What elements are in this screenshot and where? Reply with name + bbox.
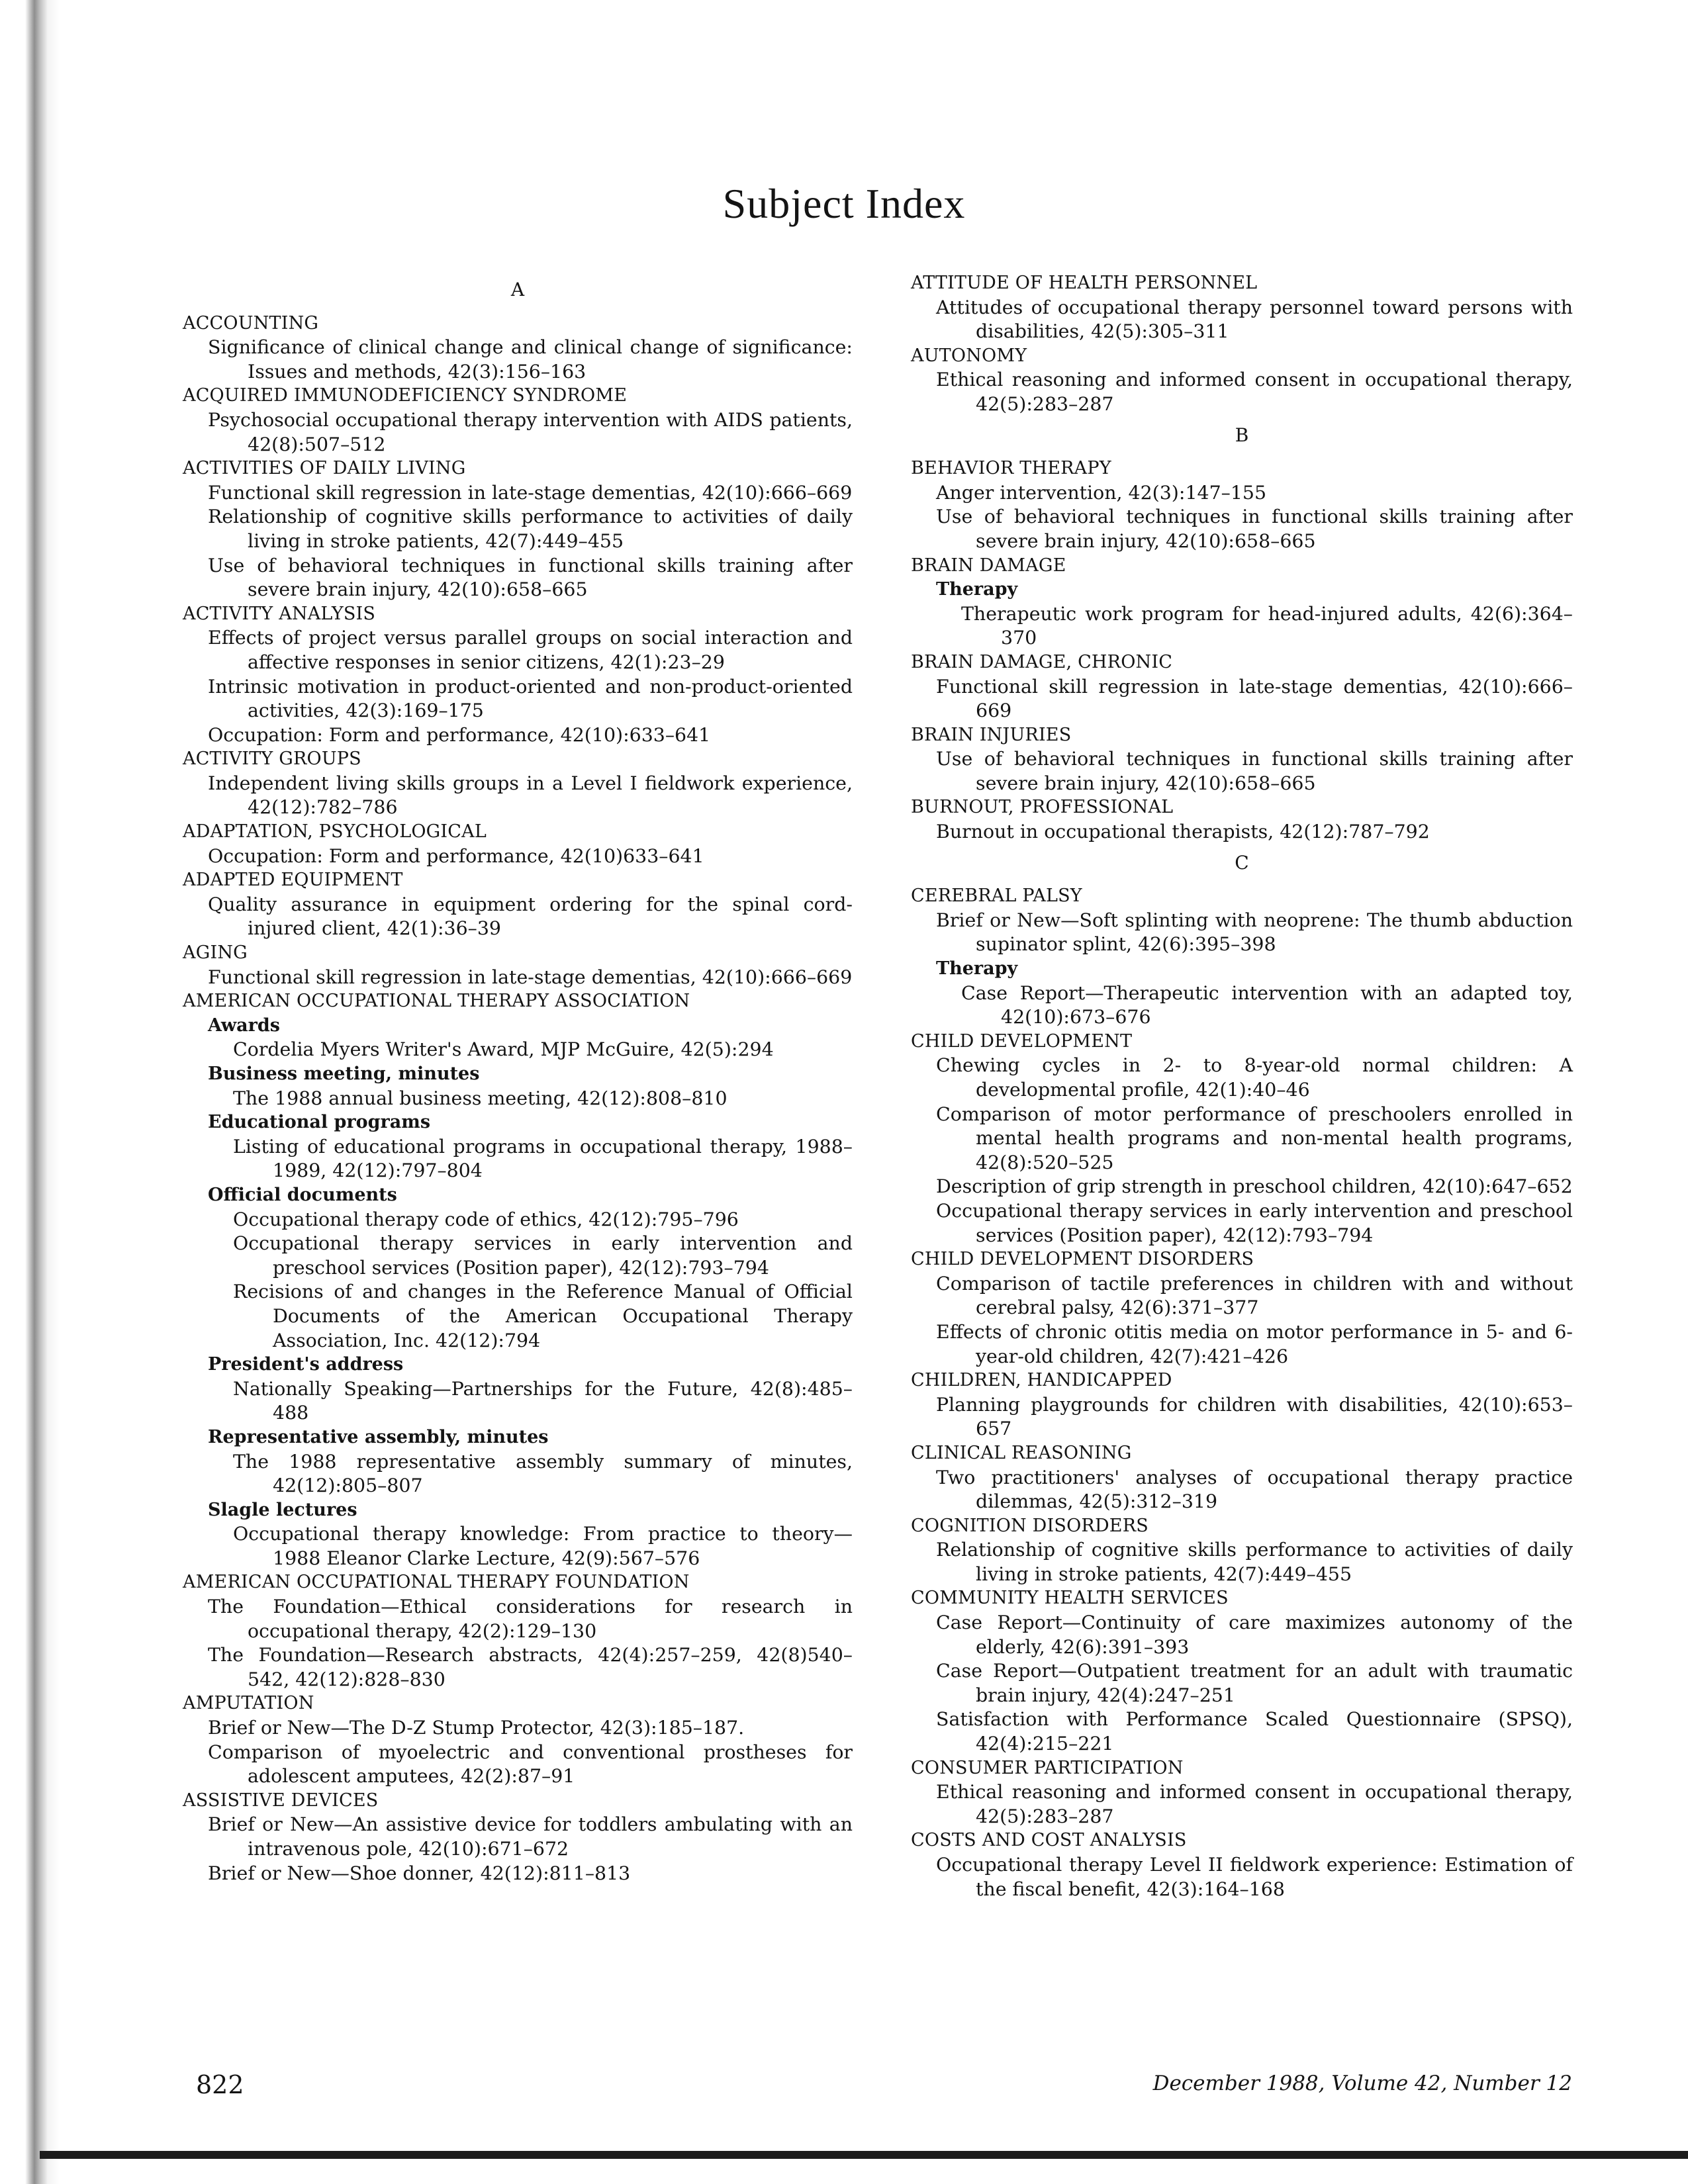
index-heading: COGNITION DISORDERS [911,1515,1149,1536]
index-subheading: Official documents [208,1184,397,1205]
index-heading: BRAIN DAMAGE [911,555,1066,576]
index-entry: Significance of clinical change and clinical change of significance: Issues and methods, 42(3):156–163 [208,336,853,383]
index-heading: ACQUIRED IMMUNODEFICIENCY SYNDROME [183,385,628,406]
scan-bottom-edge [40,2151,1688,2159]
index-entry: Recisions of and changes in the Reference Manual of Official Documents of the American Occupational Therapy Association, Inc. 42(12):794 [233,1281,853,1351]
scan-left-edge [0,0,60,2184]
index-heading: ATTITUDE OF HEALTH PERSONNEL [911,273,1258,293]
index-heading: CLINICAL REASONING [911,1442,1132,1463]
index-entry: Therapeutic work program for head-injured adults, 42(6):364–370 [961,602,1573,649]
index-heading: BRAIN DAMAGE, CHRONIC [911,651,1173,672]
index-heading: AMPUTATION [183,1693,314,1714]
index-entry: Occupational therapy code of ethics, 42(12):795–796 [233,1208,739,1230]
index-subheading: Awards [208,1015,280,1036]
index-heading: CHILD DEVELOPMENT DISORDERS [911,1249,1254,1270]
index-entry: Relationship of cognitive skills performance to activities of daily living in stroke patients, 42(7):449–455 [936,1539,1573,1585]
index-subheading: Therapy [936,958,1018,979]
index-heading: CHILDREN, HANDICAPPED [911,1370,1172,1391]
index-entry: Relationship of cognitive skills performance to activities of daily living in stroke patients, 42(7):449–455 [208,506,853,552]
index-entry: Brief or New—Shoe donner, 42(12):811–813 [208,1862,631,1884]
index-entry: Comparison of myoelectric and conventional prostheses for adolescent amputees, 42(2):87–91 [208,1741,853,1788]
index-entry: Burnout in occupational therapists, 42(12):787–792 [936,821,1430,843]
index-heading: ADAPTATION, PSYCHOLOGICAL [183,821,487,842]
index-entry: Satisfaction with Performance Scaled Questionnaire (SPSQ), 42(4):215–221 [936,1708,1573,1755]
index-heading: COMMUNITY HEALTH SERVICES [911,1588,1229,1609]
index-heading: ASSISTIVE DEVICES [183,1790,379,1811]
index-heading: ACTIVITIES OF DAILY LIVING [183,458,466,479]
index-heading: ACCOUNTING [183,312,319,334]
index-entry: Effects of chronic otitis media on motor performance in 5- and 6-year-old children, 42(7):421–426 [936,1320,1573,1367]
index-entry: Case Report—Outpatient treatment for an adult with traumatic brain injury, 42(4):247–251 [936,1660,1573,1706]
index-entry: Nationally Speaking—Partnerships for the Future, 42(8):485–488 [233,1377,853,1424]
index-entry: Listing of educational programs in occupational therapy, 1988–1989, 42(12):797–804 [233,1135,853,1182]
index-entry: Functional skill regression in late-stage dementias, 42(10):666–669 [936,675,1573,722]
section-letter: C [1235,851,1249,874]
index-entry: Anger intervention, 42(3):147–155 [936,481,1267,504]
index-heading: AGING [183,942,248,964]
index-entry: Comparison of tactile preferences in children with and without cerebral palsy, 42(6):371–377 [936,1272,1573,1319]
index-heading: CONSUMER PARTICIPATION [911,1757,1184,1778]
index-entry: Case Report—Therapeutic intervention with an adapted toy, 42(10):673–676 [961,981,1573,1028]
index-entry: Occupational therapy services in early intervention and preschool services (Position paper), 42(12):793–794 [233,1232,853,1279]
index-entry: Chewing cycles in 2- to 8-year-old normal children: A developmental profile, 42(1):40–46 [936,1054,1573,1101]
index-entry: The Foundation—Ethical considerations for research in occupational therapy, 42(2):129–130 [208,1596,853,1642]
index-entry: Planning playgrounds for children with disabilities, 42(10):653–657 [936,1393,1573,1440]
index-column-right [911,271,1573,1901]
index-entry: Description of grip strength in preschool children, 42(10):647–652 [936,1175,1573,1198]
index-entry: Case Report—Continuity of care maximizes autonomy of the elderly, 42(6):391–393 [936,1612,1573,1658]
index-entry: Comparison of motor performance of preschoolers enrolled in mental health programs and non-mental health programs, 42(8):520–525 [936,1103,1573,1173]
section-letter: A [510,279,525,300]
index-subheading: Slagle lectures [208,1499,357,1520]
index-subheading: President's address [208,1354,404,1375]
index-entry: The 1988 representative assembly summary of minutes, 42(12):805–807 [233,1450,853,1497]
index-entry: Brief or New—An assistive device for toddlers ambulating with an intravenous pole, 42(10):671–672 [208,1813,853,1860]
index-entry: Occupation: Form and performance, 42(10):633–641 [208,723,711,746]
index-heading: AMERICAN OCCUPATIONAL THERAPY ASSOCIATION [183,991,690,1012]
index-heading: BRAIN INJURIES [911,724,1072,745]
index-heading: ACTIVITY ANALYSIS [183,603,376,624]
index-heading: BURNOUT, PROFESSIONAL [911,797,1174,818]
index-entry: Two practitioners' analyses of occupational therapy practice dilemmas, 42(5):312–319 [936,1466,1573,1513]
index-column-left [183,271,853,1886]
index-entry: Functional skill regression in late-stage dementias, 42(10):666–669 [208,966,853,988]
index-heading: ACTIVITY GROUPS [183,749,361,770]
index-subheading: Representative assembly, minutes [208,1426,549,1447]
issue-info: December 1988, Volume 42, Number 12 [1152,2071,1572,2095]
index-entry: Effects of project versus parallel groups on social interaction and affective responses in senior citizens, 42(1):23–29 [208,627,853,673]
index-subheading: Business meeting, minutes [208,1064,480,1084]
index-entry: The Foundation—Research abstracts, 42(4):257–259, 42(8)540–542, 42(12):828–830 [208,1644,853,1690]
index-entry: Attitudes of occupational therapy personnel toward persons with disabilities, 42(5):305–311 [936,296,1573,343]
index-entry: Ethical reasoning and informed consent in occupational therapy, 42(5):283–287 [936,369,1573,415]
index-entry: The 1988 annual business meeting, 42(12):808–810 [233,1087,727,1109]
index-entry: Use of behavioral techniques in functional skills training after severe brain injury, 42(10):658–665 [936,748,1573,794]
page-number: 822 [196,2070,244,2099]
index-subheading: Educational programs [208,1112,431,1133]
index-heading: CEREBRAL PALSY [911,886,1082,907]
index-heading: COSTS AND COST ANALYSIS [911,1830,1187,1851]
index-entry: Use of behavioral techniques in functional skills training after severe brain injury, 42(10):658–665 [208,554,853,601]
index-entry: Psychosocial occupational therapy intervention with AIDS patients, 42(8):507–512 [208,408,853,455]
index-entry: Brief or New—The D-Z Stump Protector, 42(3):185–187. [208,1717,745,1739]
index-heading: ADAPTED EQUIPMENT [183,870,403,891]
index-entry: Occupational therapy services in early intervention and preschool services (Position paper), 42(12):793–794 [936,1199,1573,1246]
index-entry: Independent living skills groups in a Level I fieldwork experience, 42(12):782–786 [208,772,853,819]
index-entry: Occupational therapy Level II fieldwork experience: Estimation of the fiscal benefit, 42(3):164–168 [936,1854,1573,1900]
index-entry: Use of behavioral techniques in functional skills training after severe brain injury, 42(10):658–665 [936,506,1573,552]
index-heading: AUTONOMY [911,345,1027,366]
index-entry: Brief or New—Soft splinting with neoprene: The thumb abduction supinator splint, 42(6):395–398 [936,909,1573,956]
index-entry: Functional skill regression in late-stage dementias, 42(10):666–669 [208,481,853,504]
index-heading: CHILD DEVELOPMENT [911,1030,1133,1052]
index-entry: Occupation: Form and performance, 42(10)633–641 [208,844,704,867]
section-letter: B [1235,424,1249,446]
index-subheading: Therapy [936,579,1018,600]
index-entry: Quality assurance in equipment ordering for the spinal cord-injured client, 42(1):36–39 [208,893,853,940]
index-heading: BEHAVIOR THERAPY [911,458,1111,479]
index-entry: Ethical reasoning and informed consent in occupational therapy, 42(5):283–287 [936,1781,1573,1827]
index-entry: Occupational therapy knowledge: From practice to theory—1988 Eleanor Clarke Lecture, 42(9):567–576 [233,1523,853,1569]
index-entry: Intrinsic motivation in product-oriented and non-product-oriented activities, 42(3):169–175 [208,675,853,722]
page-title: Subject Index [722,179,966,227]
index-heading: AMERICAN OCCUPATIONAL THERAPY FOUNDATION [183,1572,690,1593]
index-entry: Cordelia Myers Writer's Award, MJP McGuire, 42(5):294 [233,1038,774,1061]
